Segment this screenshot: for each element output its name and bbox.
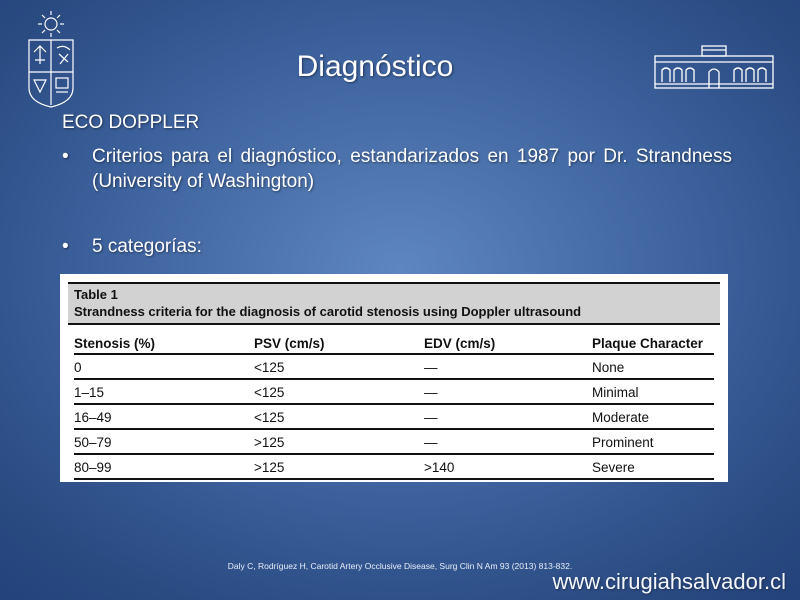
cell-stenosis: 50–79 — [74, 429, 254, 454]
table-row — [74, 429, 714, 454]
cell-edv: — — [424, 354, 592, 379]
table-caption-box — [68, 282, 720, 325]
section-heading: ECO DOPPLER — [62, 112, 200, 133]
cell-plaque: None — [592, 354, 714, 379]
cell-stenosis: 80–99 — [74, 454, 254, 479]
website-link[interactable]: www.cirugiahsalvador.cl — [552, 569, 786, 594]
cell-psv: <125 — [254, 404, 424, 429]
header-plaque: Plaque Character — [592, 333, 714, 354]
table-caption: Strandness criteria for the diagnosis of carotid stenosis using Doppler ultrasound — [74, 304, 582, 319]
cell-edv: — — [424, 429, 592, 454]
cell-edv: >140 — [424, 454, 592, 479]
table-row — [74, 454, 714, 479]
bullet-item — [62, 144, 732, 194]
cell-psv: <125 — [254, 379, 424, 404]
bullet-text: 5 categorías: — [92, 236, 202, 257]
criteria-table-figure — [60, 274, 728, 482]
header-psv: PSV (cm/s) — [254, 333, 424, 354]
bullet-text: Criterios para el diagnóstico, estandarizados en 1987 por Dr. Strandness (University of Washington) — [92, 146, 732, 192]
cell-psv: >125 — [254, 454, 424, 479]
criteria-table-inner — [68, 282, 720, 474]
cell-edv: — — [424, 404, 592, 429]
cell-edv: — — [424, 379, 592, 404]
header-edv: EDV (cm/s) — [424, 333, 592, 354]
bullet-item — [62, 234, 732, 259]
cell-psv: >125 — [254, 429, 424, 454]
cell-plaque: Prominent — [592, 429, 714, 454]
cell-psv: <125 — [254, 354, 424, 379]
cell-stenosis: 0 — [74, 354, 254, 379]
cell-plaque: Minimal — [592, 379, 714, 404]
header-stenosis: Stenosis (%) — [74, 333, 254, 354]
citation: Daly C, Rodríguez H, Carotid Artery Occlusive Disease, Surg Clin N Am 93 (2013) 813-832. — [227, 561, 573, 571]
table-row — [74, 354, 714, 379]
slide-title: Diagnóstico — [296, 50, 454, 83]
table-label: Table 1 — [74, 287, 118, 302]
cell-stenosis: 16–49 — [74, 404, 254, 429]
table-row — [74, 379, 714, 404]
cell-plaque: Moderate — [592, 404, 714, 429]
criteria-table — [74, 333, 714, 480]
bullet-dot: • — [62, 236, 69, 257]
cell-stenosis: 1–15 — [74, 379, 254, 404]
bullet-dot: • — [62, 146, 69, 167]
table-row — [74, 404, 714, 429]
cell-plaque: Severe — [592, 454, 714, 479]
table-header-row — [74, 333, 714, 354]
